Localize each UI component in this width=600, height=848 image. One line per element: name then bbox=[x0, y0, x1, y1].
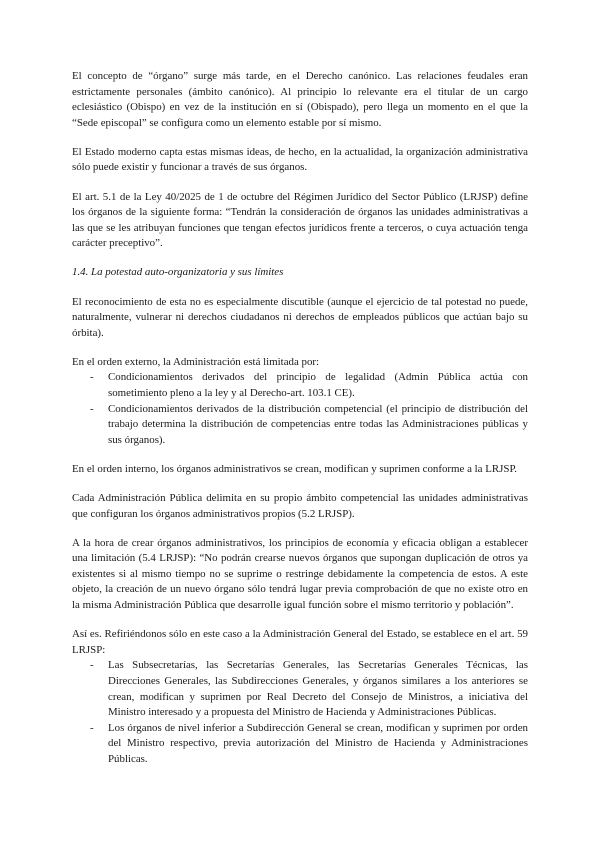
paragraph-external-order: En el orden externo, la Administración está limitada por: bbox=[72, 355, 320, 368]
paragraph-each-administration: Cada Administración Pública delimita en su propio ámbito competencial las unidades administrativas que configuran los órganos administrativos propios (5.2 LRJSP). bbox=[72, 491, 528, 520]
list-item-text: Las Subsecretarías, las Secretarías Generales, las Secretarías Generales Técnicas, las Direcciones Generales, las Subdirecciones Generales, y órganos similares a los anteriores se crean, modifican y suprimen por Real Decreto del Consejo de Ministros, a iniciativa del Ministro interesado y a propuesta del Ministro de Hacienda y Administraciones Públicas. bbox=[108, 659, 528, 719]
bullet-dash: - bbox=[90, 371, 94, 384]
paragraph-recognition: El reconocimiento de esta no es especialmente discutible (aunque el ejercicio de tal potestad no puede, naturalmente, vulnerar ni derechos ciudadanos ni derechos de empleados públicos que actúan bajo su órbita). bbox=[72, 295, 528, 339]
list-item bbox=[72, 658, 528, 720]
paragraph-art-5-1: El art. 5.1 de la Ley 40/2025 de 1 de octubre del Régimen Jurídico del Sector Público (LRJSP) define los órganos de la siguiente forma: “Tendrán la consideración de órganos las unidades administrativas a las que se les atribuyan funciones que tengan efectos jurídicos frente a terceros, o cuya actuación tenga carácter preceptivo”. bbox=[72, 190, 528, 250]
paragraph-organo-concept: El concepto de “órgano” surge más tarde, en el Derecho canónico. Las relaciones feudales eran estrictamente personales (ámbito canónico). Al principio lo relevante era el titular de un cargo eclesiástico (Obispo) en vez de la institución en sí (Obispado), pero llega un momento en el que la “Sede episcopal” se configura como un elemento estable por sí mismo. bbox=[72, 70, 528, 129]
list-item-text: Los órganos de nivel inferior a Subdirección General se crean, modifican y suprimen por orden del Ministro respectivo, previa autorización del Ministro de Hacienda y Administraciones Públicas. bbox=[108, 721, 528, 765]
bullet-dash: - bbox=[90, 659, 94, 672]
list-external-limits bbox=[72, 370, 528, 448]
paragraph-age: Así es. Refiriéndonos sólo en este caso a la Administración General del Estado, se establece en el art. 59 LRJSP: bbox=[72, 628, 528, 656]
paragraph-creation-principles: A la hora de crear órganos administrativos, los principios de economía y eficacia obligan a establecer una limitación (5.4 LRJSP): “No podrán crearse nuevos órganos que supongan duplicación de otros ya existentes si al mismo tiempo no se suprime o restringe debidamente la competencia de estos. A este objeto, la creación de un nuevo órgano sólo tendrá lugar previa comprobación de que no existe otro en la misma Administración Pública que desarrolle igual función sobre el mismo territorio y población”. bbox=[72, 536, 528, 612]
list-item-text: Condicionamientos derivados de la distribución competencial (el principio de distribución del trabajo determina la distribución de competencias entre todas las Administraciones públicas y sus órganos). bbox=[108, 402, 528, 446]
list-item bbox=[72, 370, 528, 401]
list-age-organs bbox=[72, 658, 528, 767]
paragraph-modern-state: El Estado moderno capta estas mismas ideas, de hecho, en la actualidad, la organización administrativa sólo puede existir y funcionar a través de sus órganos. bbox=[72, 145, 528, 174]
paragraph-internal-order: En el orden interno, los órganos administrativos se crean, modifican y suprimen conforme a la LRJSP. bbox=[72, 462, 518, 475]
section-heading: 1.4. La potestad auto-organizatoria y sus límites bbox=[72, 266, 284, 279]
bullet-dash: - bbox=[90, 402, 94, 415]
list-item bbox=[72, 721, 528, 768]
list-item-text: Condicionamientos derivados del principio de legalidad (Admin Pública actúa con sometimiento pleno a la ley y al Derecho-art. 103.1 CE). bbox=[108, 371, 528, 399]
list-item bbox=[72, 402, 528, 449]
bullet-dash: - bbox=[90, 721, 94, 734]
